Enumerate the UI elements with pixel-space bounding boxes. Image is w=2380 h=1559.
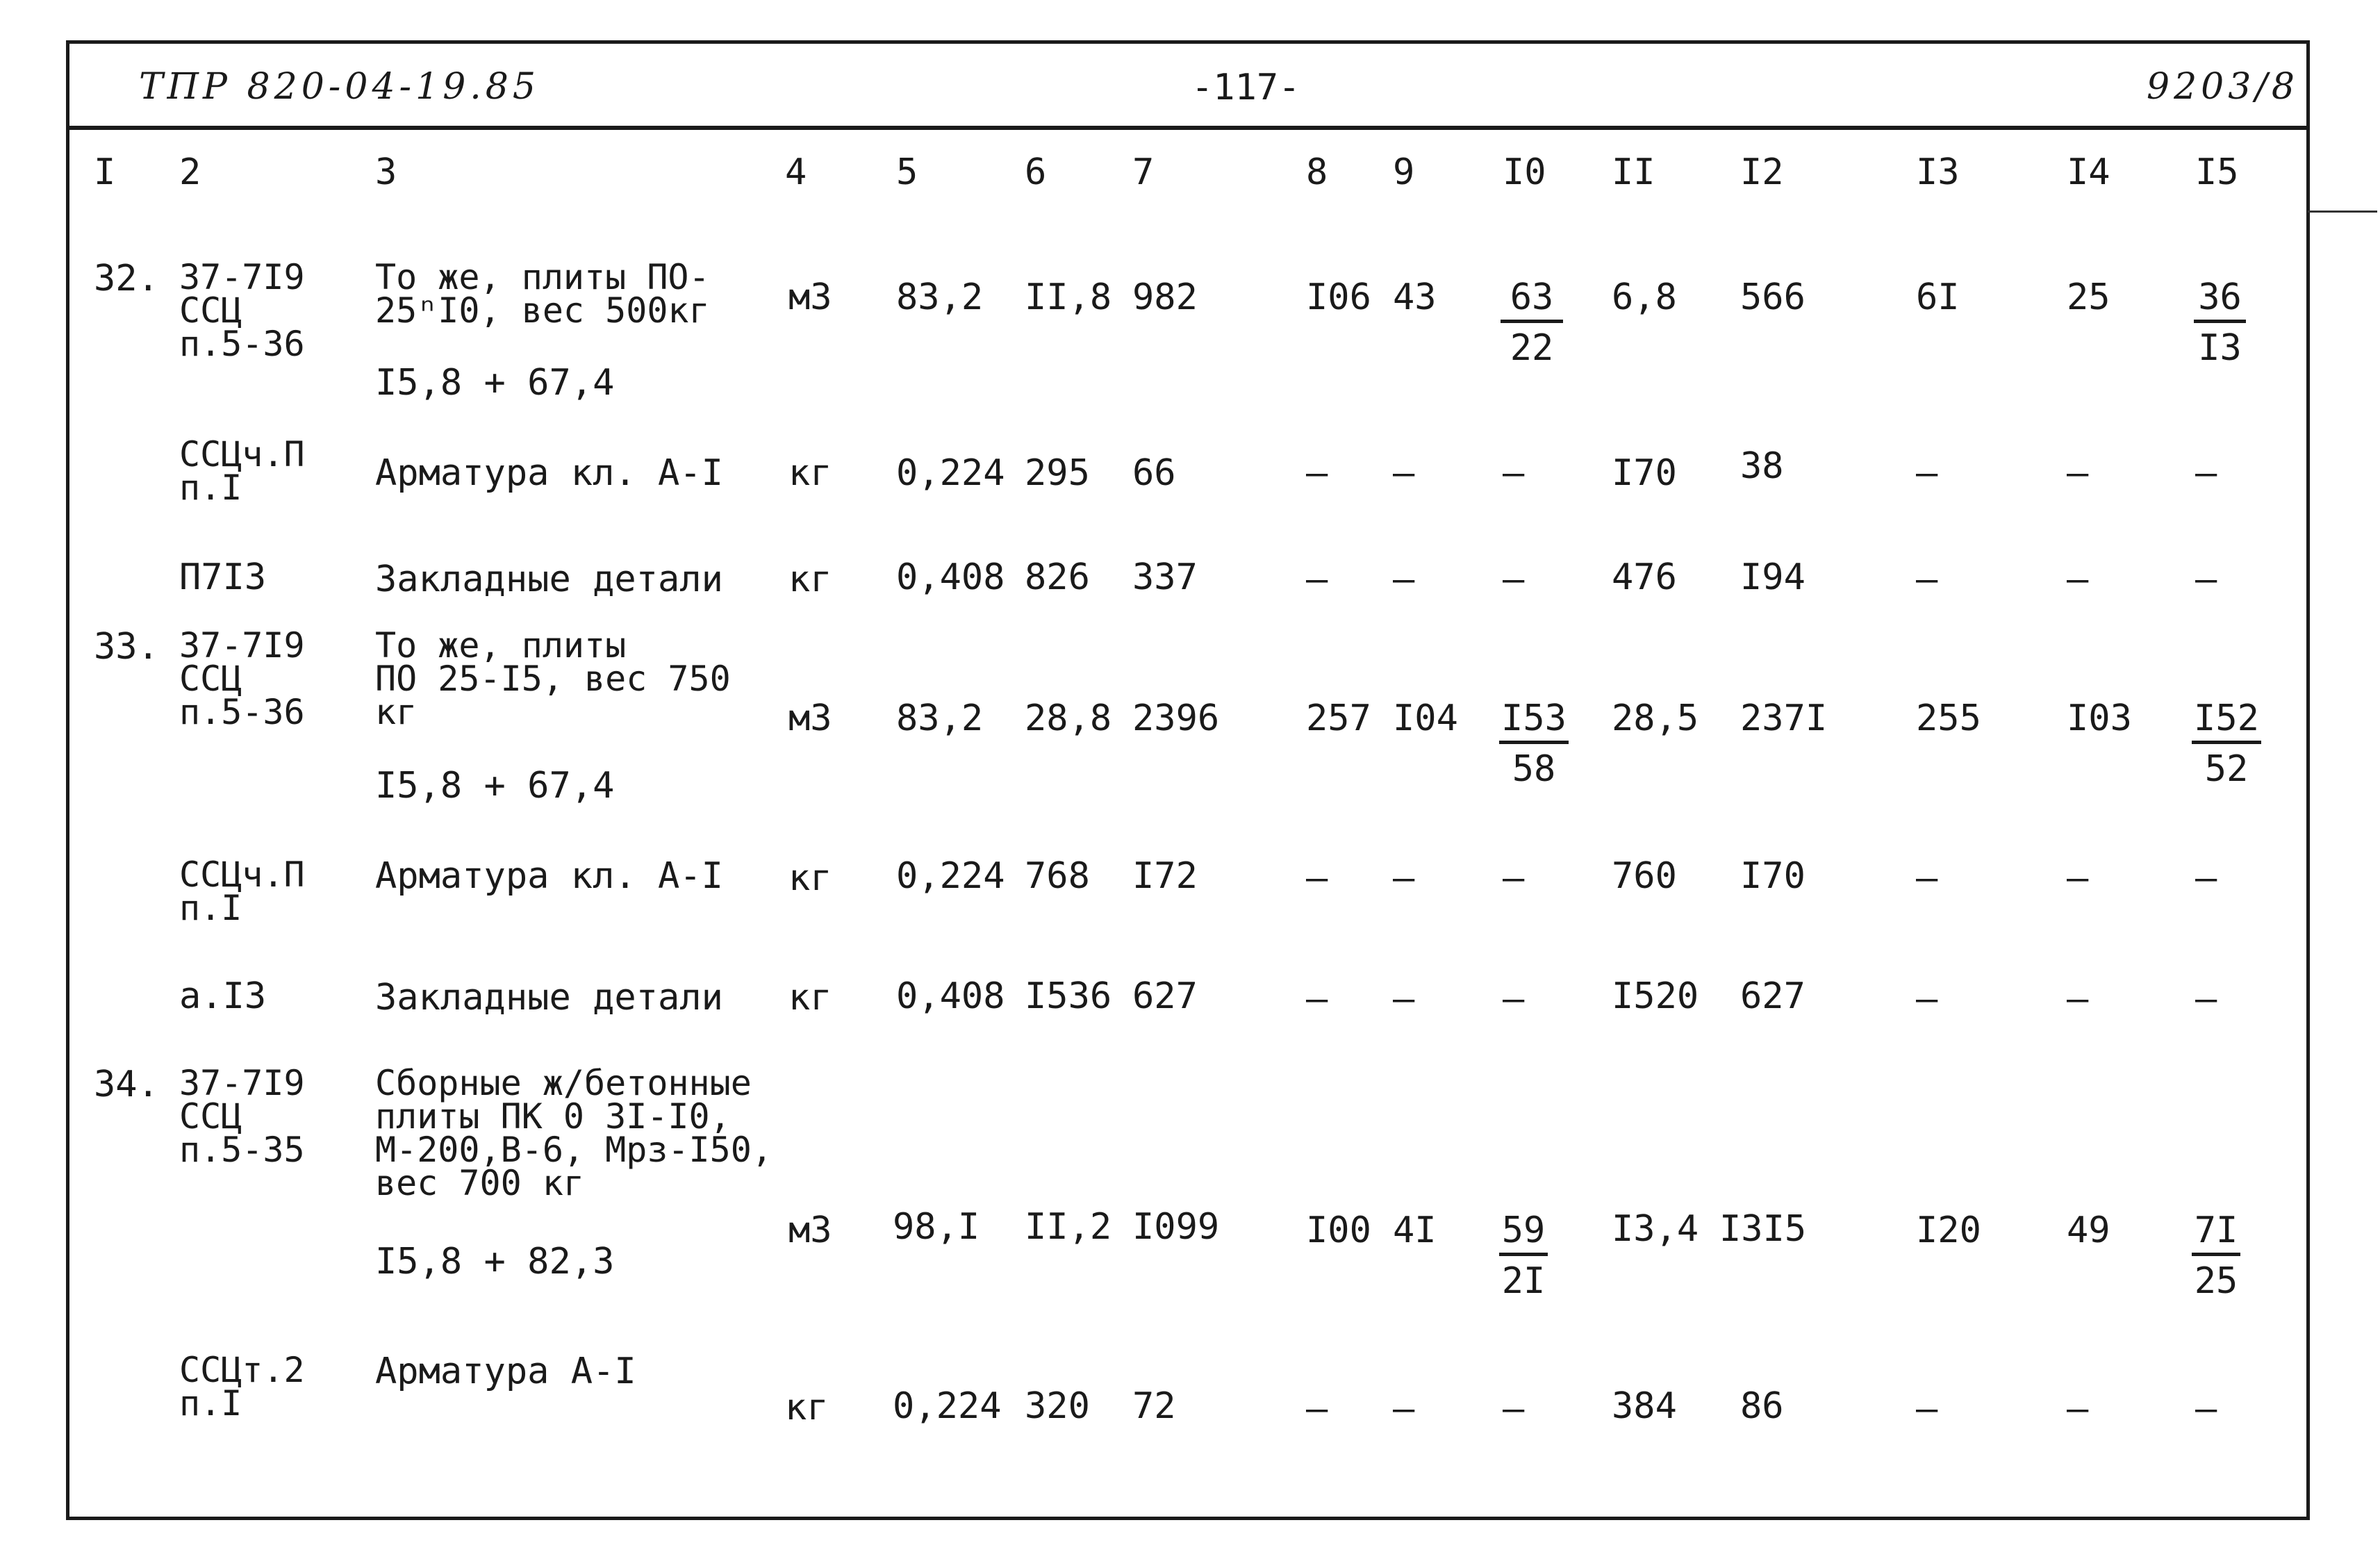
col14-value: 25 (2067, 277, 2110, 318)
col7-value: I099 (1132, 1206, 1220, 1248)
col15-denominator: I3 (2198, 327, 2242, 369)
col-header-13: I3 (1916, 151, 1960, 193)
price-code: ССЦч.П п.I (179, 855, 305, 928)
col14-value: – (2067, 1388, 2089, 1430)
col-header-4: 4 (785, 151, 807, 193)
col5-value: 98,I (893, 1206, 980, 1248)
col11-value: 760 (1612, 855, 1677, 897)
col6-value: I536 (1025, 975, 1112, 1017)
col-header-5: 5 (896, 151, 918, 193)
col11-value: I3,4 (1612, 1208, 1699, 1250)
col14-value: – (2067, 559, 2089, 600)
col15-value: – (2195, 857, 2217, 899)
unit: кг (785, 1387, 829, 1428)
col14-value: I03 (2067, 698, 2132, 739)
col-header-14: I4 (2067, 151, 2110, 193)
col5-value: 0,408 (896, 975, 1005, 1017)
col-header-12: I2 (1740, 151, 1784, 193)
col6-value: 768 (1025, 855, 1090, 897)
col6-value: 295 (1025, 452, 1090, 494)
col8-value: I00 (1306, 1210, 1371, 1251)
col9-value: – (1393, 559, 1415, 600)
col7-value: 66 (1132, 452, 1176, 494)
col8-value: 257 (1306, 698, 1371, 739)
col13-value: 255 (1916, 698, 1981, 739)
col-header-2: 2 (179, 151, 201, 193)
col11-value: I520 (1612, 975, 1699, 1017)
col12-value: I70 (1740, 855, 1805, 897)
col7-value: 72 (1132, 1385, 1176, 1427)
col8-value: – (1306, 452, 1328, 494)
col12-value: I94 (1740, 556, 1805, 598)
col15-fraction (2192, 698, 2261, 790)
col-header-7: 7 (1132, 151, 1155, 193)
col13-value: 6I (1916, 277, 1960, 318)
price-code: 37-7I9 ССЦ п.5-36 (179, 257, 305, 364)
col6-value: II,2 (1025, 1206, 1112, 1248)
col8-value: – (1306, 978, 1328, 1020)
cost-formula: I5,8 + 67,4 (375, 362, 615, 404)
col15-denominator: 52 (2204, 748, 2249, 790)
price-code: а.I3 (179, 975, 267, 1017)
row-number: 33. (94, 626, 159, 668)
col9-value: – (1393, 978, 1415, 1020)
item-name: Закладные детали (375, 559, 723, 600)
unit: м3 (788, 1210, 832, 1251)
col10-value: – (1503, 857, 1525, 899)
col10-denominator: 58 (1512, 748, 1556, 790)
col-header-9: 9 (1393, 151, 1415, 193)
col11-value: 384 (1612, 1385, 1677, 1427)
col12-value: 237I (1740, 698, 1828, 739)
col11-value: 28,5 (1612, 698, 1699, 739)
col8-value: – (1306, 857, 1328, 899)
row-number: 34. (94, 1064, 159, 1105)
col15-numerator: 7I (2192, 1212, 2240, 1256)
page-number: -117- (1191, 67, 1300, 108)
col15-denominator: 25 (2194, 1260, 2238, 1302)
price-code: П7I3 (179, 556, 267, 598)
item-name: Арматура кл. А-I (375, 855, 723, 897)
col8-value: I06 (1306, 277, 1371, 318)
col15-value: – (2195, 452, 2217, 494)
col10-numerator: 63 (1501, 279, 1563, 323)
col13-value: – (1916, 857, 1938, 899)
cost-formula: I5,8 + 67,4 (375, 765, 615, 807)
item-name: То же, плиты ПО 25-I5, вес 750 кг (375, 625, 731, 732)
col-header-1: I (94, 151, 116, 193)
header-divider (66, 126, 2310, 130)
col5-value: 0,408 (896, 556, 1005, 598)
col9-value: 43 (1393, 277, 1437, 318)
col8-value: – (1306, 1388, 1328, 1430)
col14-value: – (2067, 857, 2089, 899)
col15-value: – (2195, 978, 2217, 1020)
price-code: 37-7I9 ССЦ п.5-36 (179, 625, 305, 732)
col13-value: I20 (1916, 1210, 1981, 1251)
col7-value: 337 (1132, 556, 1198, 598)
col11-value: 6,8 (1612, 277, 1677, 318)
col13-value: – (1916, 978, 1938, 1020)
col15-value: – (2195, 559, 2217, 600)
price-code: ССЦч.П п.I (179, 434, 305, 508)
col10-value: – (1503, 1388, 1525, 1430)
col10-value: – (1503, 559, 1525, 600)
col10-fraction (1499, 1210, 1548, 1302)
col6-value: 826 (1025, 556, 1090, 598)
col15-value: – (2195, 1388, 2217, 1430)
col9-value: – (1393, 1388, 1415, 1430)
col12-value: 627 (1740, 975, 1805, 1017)
col9-value: – (1393, 857, 1415, 899)
col15-numerator: 36 (2194, 279, 2246, 323)
col9-value: – (1393, 452, 1415, 494)
col13-value: – (1916, 1388, 1938, 1430)
col5-value: 83,2 (896, 277, 984, 318)
col10-value: – (1503, 452, 1525, 494)
col13-value: – (1916, 452, 1938, 494)
col-header-6: 6 (1025, 151, 1047, 193)
col12-value: 86 (1740, 1385, 1784, 1427)
col-header-15: I5 (2195, 151, 2239, 193)
item-name: Закладные детали (375, 977, 723, 1018)
col12-value: 566 (1740, 277, 1805, 318)
col10-numerator: 59 (1499, 1212, 1548, 1256)
col10-denominator: 22 (1510, 327, 1554, 369)
col11-value: I70 (1612, 452, 1677, 494)
unit: м3 (788, 277, 832, 318)
col6-value: 28,8 (1025, 698, 1112, 739)
item-name: То же, плиты ПО- 25ⁿI0, вес 500кг (375, 257, 710, 331)
col12-value: I3I5 (1719, 1208, 1807, 1250)
unit: кг (788, 857, 832, 899)
unit: кг (788, 977, 832, 1018)
col10-fraction (1499, 698, 1569, 790)
col7-value: 2396 (1132, 698, 1220, 739)
col14-value: – (2067, 452, 2089, 494)
price-code: 37-7I9 ССЦ п.5-35 (179, 1063, 305, 1170)
col15-fraction (2194, 277, 2246, 369)
col5-value: 0,224 (896, 855, 1005, 897)
col15-fraction (2192, 1210, 2240, 1302)
inventory-number: 9203/8 (2147, 66, 2299, 108)
col-header-10: I0 (1503, 151, 1546, 193)
unit: м3 (788, 698, 832, 739)
col10-fraction (1501, 277, 1563, 369)
col9-value: I04 (1393, 698, 1458, 739)
col9-value: 4I (1393, 1210, 1437, 1251)
price-code: ССЦт.2 п.I (179, 1350, 305, 1424)
col10-value: – (1503, 978, 1525, 1020)
item-name: Арматура кл. А-I (375, 452, 723, 494)
col7-value: 982 (1132, 277, 1198, 318)
cost-formula: I5,8 + 82,3 (375, 1241, 615, 1282)
col14-value: – (2067, 978, 2089, 1020)
col5-value: 0,224 (896, 452, 1005, 494)
unit: кг (788, 452, 832, 494)
row-number: 32. (94, 258, 159, 299)
col15-numerator: I52 (2192, 700, 2261, 744)
margin-stub-line (2308, 211, 2377, 213)
col13-value: – (1916, 559, 1938, 600)
unit: кг (788, 559, 832, 600)
col12-value: 38 (1740, 445, 1784, 487)
col-header-8: 8 (1306, 151, 1328, 193)
col5-value: 0,224 (893, 1385, 1002, 1427)
col6-value: 320 (1025, 1385, 1090, 1427)
col6-value: II,8 (1025, 277, 1112, 318)
col8-value: – (1306, 559, 1328, 600)
col5-value: 83,2 (896, 698, 984, 739)
col-header-11: II (1612, 151, 1655, 193)
col10-denominator: 2I (1501, 1260, 1546, 1302)
col7-value: 627 (1132, 975, 1198, 1017)
doc-code: ТПР 820-04-19.85 (139, 66, 540, 108)
col10-numerator: I53 (1499, 700, 1569, 744)
col14-value: 49 (2067, 1210, 2110, 1251)
col11-value: 476 (1612, 556, 1677, 598)
col7-value: I72 (1132, 855, 1198, 897)
col-header-3: 3 (375, 151, 397, 193)
item-name: Сборные ж/бетонные плиты ПК 0 3I-I0, М-200,В-6, Мрз-I50, вес 700 кг (375, 1063, 772, 1203)
item-name: Арматура А-I (375, 1351, 636, 1392)
